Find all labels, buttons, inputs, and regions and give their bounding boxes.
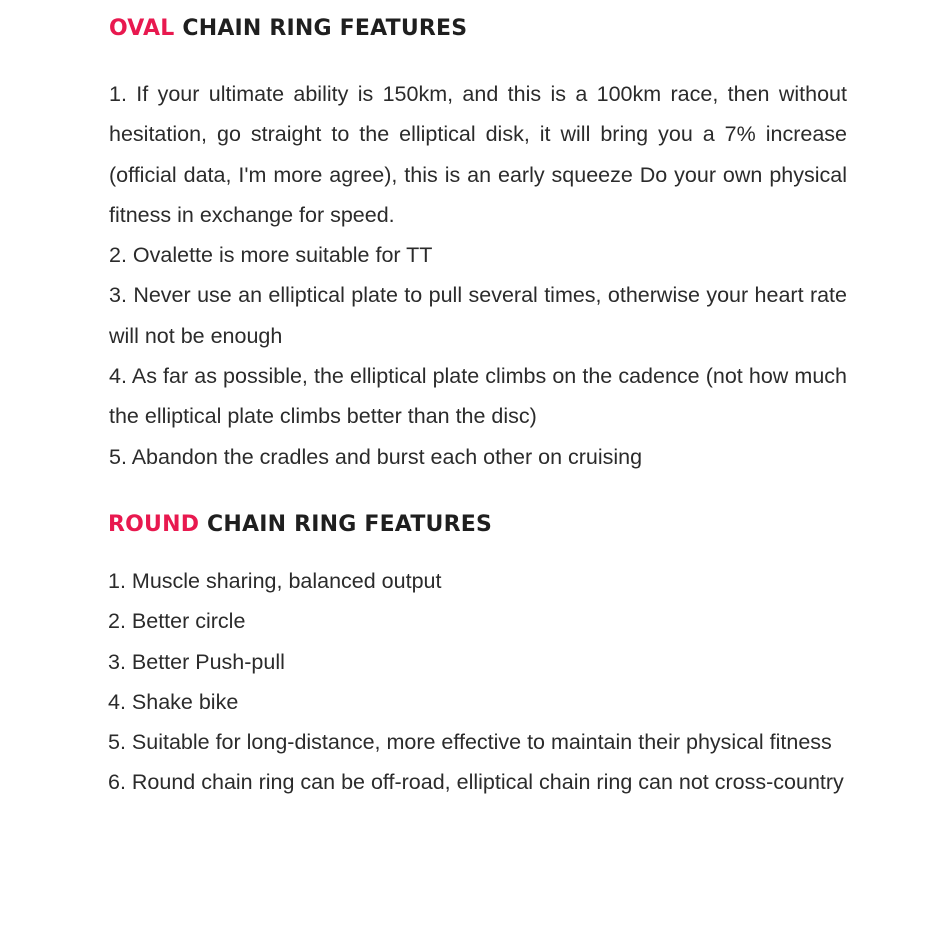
round-feature-list — [108, 561, 846, 803]
oval-section — [109, 14, 847, 477]
oval-heading-rest: CHAIN RING FEATURES — [182, 16, 468, 41]
list-item: 2. Better circle — [108, 609, 246, 634]
list-item: 3. Better Push-pull — [108, 649, 285, 674]
list-item: 1. If your ultimate ability is 150km, and this is a 100km race, then without hesitation, go straight to the elliptical disk, it will bring you a 7% increase (official data, I'm more agree), this is an early squeeze Do your own physical fitness in exchange for speed. — [109, 82, 847, 227]
list-item: 5. Suitable for long-distance, more effective to maintain their physical fitness — [108, 730, 832, 755]
oval-heading — [109, 14, 847, 44]
list-item: 6. Round chain ring can be off-road, elliptical chain ring can not cross-country — [108, 770, 844, 795]
oval-heading-accent: OVAL — [109, 16, 175, 41]
round-section — [108, 510, 846, 803]
list-item: 3. Never use an elliptical plate to pull several times, otherwise your heart rate will not be enough — [109, 283, 847, 348]
list-item: 4. Shake bike — [108, 689, 239, 714]
list-item: 1. Muscle sharing, balanced output — [108, 569, 442, 593]
list-item: 5. Abandon the cradles and burst each other on cruising — [109, 444, 643, 469]
round-heading-rest: CHAIN RING FEATURES — [207, 512, 493, 537]
round-heading-accent: ROUND — [108, 512, 200, 537]
round-heading — [108, 510, 846, 540]
list-item: 2. Ovalette is more suitable for TT — [109, 243, 433, 268]
oval-feature-list — [109, 74, 847, 477]
list-item: 4. As far as possible, the elliptical plate climbs on the cadence (not how much the elliptical plate climbs better than the disc) — [109, 364, 847, 429]
